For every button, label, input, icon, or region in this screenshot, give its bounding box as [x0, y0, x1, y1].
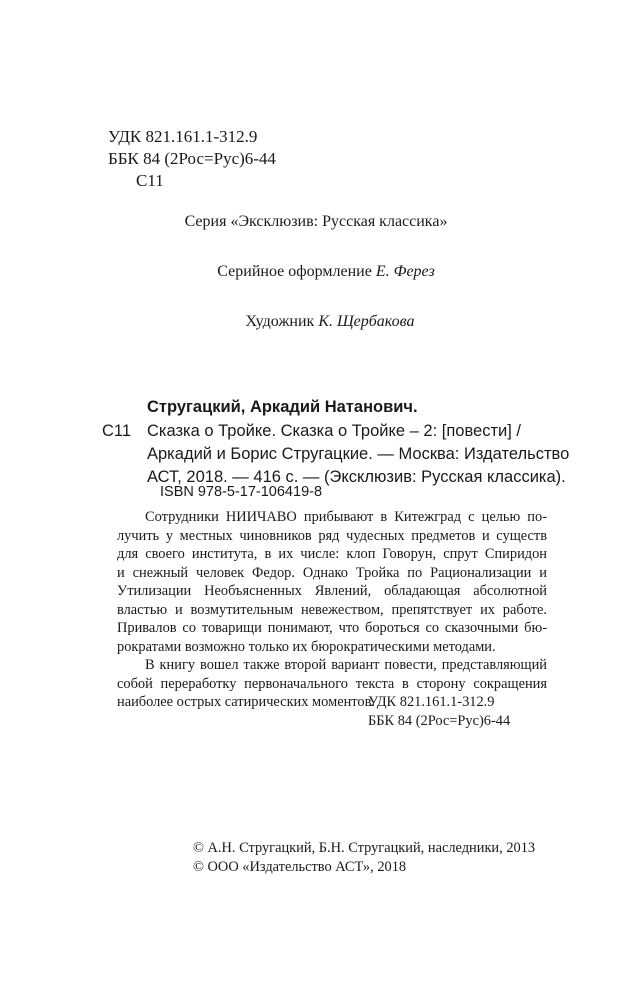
top-classification-codes [108, 126, 276, 192]
artist-credit [0, 313, 632, 331]
isbn: ISBN 978-5-17-106419-8 [160, 484, 323, 500]
annotation [117, 508, 547, 712]
annotation-line: рократами возможно только их бюрократическими методами. [117, 638, 496, 655]
copyright-line-1: © А.Н. Стругацкий, Б.Н. Стругацкий, наследники, 2013 [193, 840, 536, 856]
udk-code: УДК 821.161.1-312.9 [108, 127, 258, 146]
annotation-line: лучить у местных чиновников ряд чудесных предметов и существ [117, 527, 547, 544]
designer-name: Е. Ферез [375, 263, 435, 280]
annotation-line: Утилизации Необъясненных Явлений, обладающая абсолютной [117, 583, 547, 599]
design-label: Серийное оформление [217, 263, 372, 280]
title-line-1: Сказка о Тройке. Сказка о Тройке – 2: [повести] / [147, 422, 522, 440]
udk-code-bottom: УДК 821.161.1-312.9 [368, 694, 495, 710]
author-mark: С11 [136, 171, 164, 190]
annotation-line: властью и возмутительным невежеством, препятствует их работе. [117, 601, 547, 618]
annotation-line: В книгу вошел также второй вариант повести, представляющий [145, 657, 547, 673]
catalog-mark: С11 [102, 422, 132, 440]
annotation-line: для своего института, в их числе: клоп Говорун, спрут Спиридон [117, 546, 547, 562]
series-line: Серия «Эксклюзив: Русская классика» [184, 213, 448, 230]
copyright-line-2: © ООО «Издательство АСТ», 2018 [193, 859, 407, 875]
title-line-3: АСТ, 2018. — 416 с. — (Эксклюзив: Русская классика). [147, 468, 566, 486]
bottom-classification-codes [368, 693, 510, 730]
annotation-line: собой переработку первоначального текста в сторону сокращения [117, 675, 547, 692]
title-line-2: Аркадий и Борис Стругацкие. — Москва: Издательство [147, 445, 570, 463]
artist-name: К. Щербакова [318, 313, 415, 330]
copyright-block [193, 839, 535, 877]
bbk-code-bottom: ББК 84 (2Рос=Рус)6-44 [368, 712, 511, 729]
annotation-line: наиболее острых сатирических моментов. [117, 694, 375, 710]
bbk-code: ББК 84 (2Рос=Рус)6-44 [108, 149, 276, 168]
annotation-line: Сотрудники НИИЧАВО прибывают в Китежград с целью по- [145, 509, 547, 525]
annotation-line: Привалов со товарищи понимают, что бороться со сказочными бю- [117, 620, 547, 636]
artist-label: Художник [245, 313, 315, 330]
design-credit [0, 263, 632, 281]
annotation-line: и снежный человек Федор. Однако Тройка по Рационализации и [117, 564, 547, 581]
author-heading: Стругацкий, Аркадий Натанович. [147, 398, 418, 416]
bibliographic-record [102, 420, 570, 489]
